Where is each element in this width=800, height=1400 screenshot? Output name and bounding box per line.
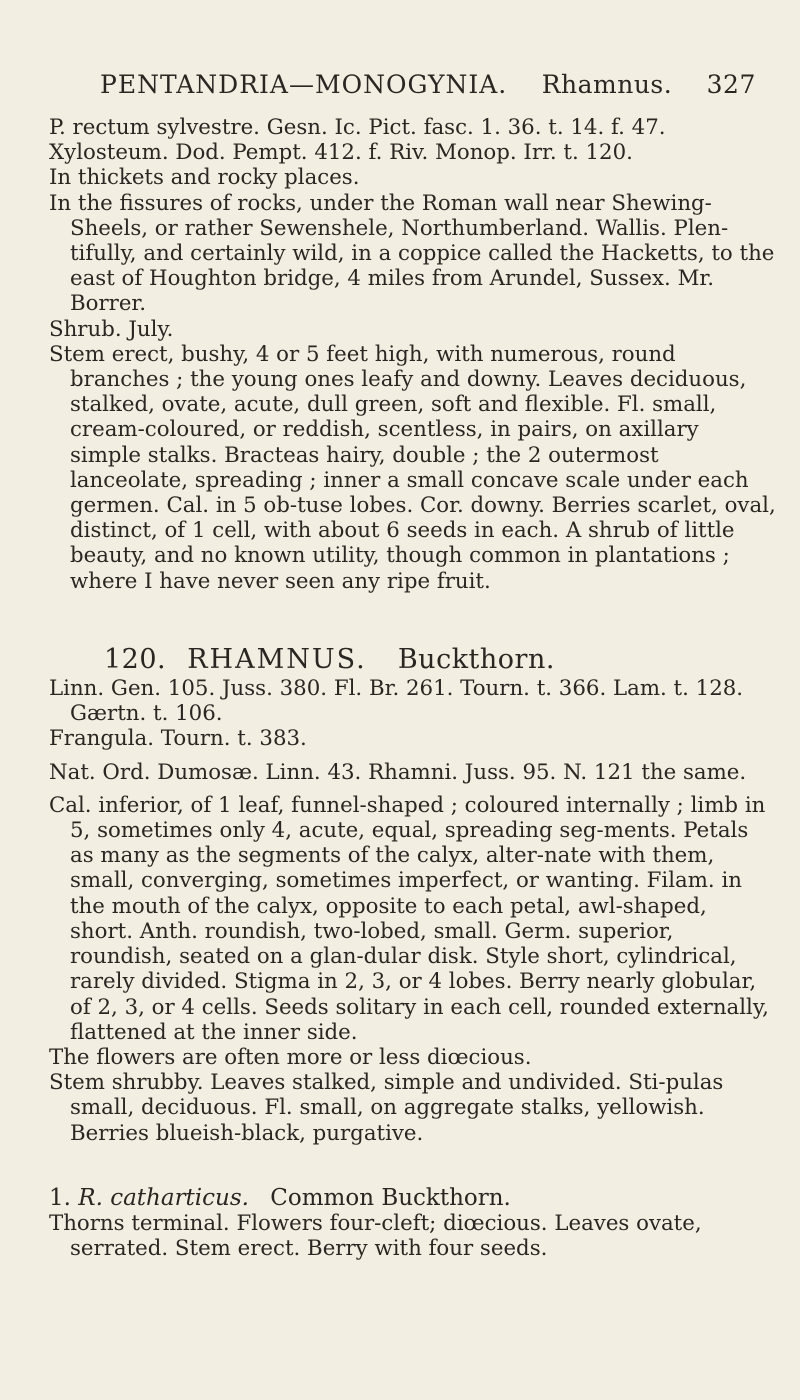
note-line: The flowers are often more or less diœcious. [49, 1044, 532, 1070]
species-number: 1. [49, 1184, 71, 1211]
habitat-line: In thickets and rocky places. [49, 165, 360, 191]
species-heading [49, 1186, 776, 1211]
genus-heading [104, 643, 776, 675]
description-paragraph: Stem erect, bushy, 4 or 5 feet high, with numerous, round branches ; the young ones leafy and downy. Leaves deciduous, stalked, ovate, acute, dull green, soft and flexible. Fl. small, cream-coloured, or reddish, scentless, in pairs, on axillary simple stalks. Bracteas hairy, double ; the 2 outermost lanceolate, spreading ; inner a small concave scale under each germen. Cal. in 5 ob-tuse lobes. Cor. downy. Berries scarlet, oval, distinct, of 1 cell, with about 6 seeds in each. A shrub of little beauty, and no known utility, though common in plantations ; where I have never seen any ripe fruit. [49, 341, 776, 594]
natural-order-line: Nat. Ord. Dumosæ. Linn. 43. Rhamni. Juss. 95. N. 121 the same. [49, 759, 747, 785]
habit-paragraph: Stem shrubby. Leaves stalked, simple and undivided. Sti-pulas small, deciduous. Fl. small, on aggregate stalks, yellowish. Berries blueish-black, purgative. [49, 1070, 724, 1146]
genus-common-name: Buckthorn. [397, 643, 555, 675]
header-genus: Rhamnus. [541, 70, 673, 99]
duration-line: Shrub. July. [49, 316, 174, 342]
species-diagnosis: Thorns terminal. Flowers four-cleft; diœcious. Leaves ovate, serrated. Stem erect. Berry with four seeds. [49, 1210, 702, 1262]
synonym-line: P. rectum sylvestre. Gesn. Ic. Pict. fasc. 1. 36. t. 14. f. 47. [49, 115, 666, 140]
synonym-line: Xylosteum. Dod. Pempt. 412. f. Riv. Monop. Irr. t. 120. [49, 140, 633, 166]
genus-number: 120. [104, 643, 167, 675]
species-common-name: Common Buckthorn. [270, 1184, 511, 1211]
page-number: 327 [706, 70, 756, 99]
page-body [49, 115, 776, 1261]
generic-character-paragraph: Cal. inferior, of 1 leaf, funnel-shaped ; coloured internally ; limb in 5, sometimes only 4, acute, equal, spreading seg-ments. Petals as many as the segments of the calyx, alter-nate with them, small, converging, sometimes imperfect, or wanting. Filam. in the mouth of the calyx, opposite to each petal, awl-shaped, short. Anth. roundish, two-lobed, small. Germ. superior, roundish, seated on a glan-dular disk. Style short, cylindrical, rarely divided. Stigma in 2, 3, or 4 lobes. Berry nearly globular, of 2, 3, or 4 cells. Seeds solitary in each cell, rounded externally, flattened at the inner side. [49, 792, 769, 1045]
species-name: R. catharticus. [78, 1184, 249, 1211]
header-title: PENTANDRIA—MONOGYNIA. [100, 70, 508, 99]
locality-paragraph: In the fissures of rocks, under the Roman wall near Shewing-Sheels, or rather Sewenshele, Northumberland. Wallis. Plen-tifully, and certainly wild, in a coppice called the Hacketts, to the east of Houghton bridge, 4 miles from Arundel, Sussex. Mr. Borrer. [49, 190, 775, 317]
running-header [100, 70, 756, 99]
genus-name: RHAMNUS. [187, 643, 367, 675]
reference-line: Frangula. Tourn. t. 383. [49, 726, 307, 752]
reference-line: Linn. Gen. 105. Juss. 380. Fl. Br. 261. Tourn. t. 366. Lam. t. 128. Gærtn. t. 106. [49, 676, 744, 727]
